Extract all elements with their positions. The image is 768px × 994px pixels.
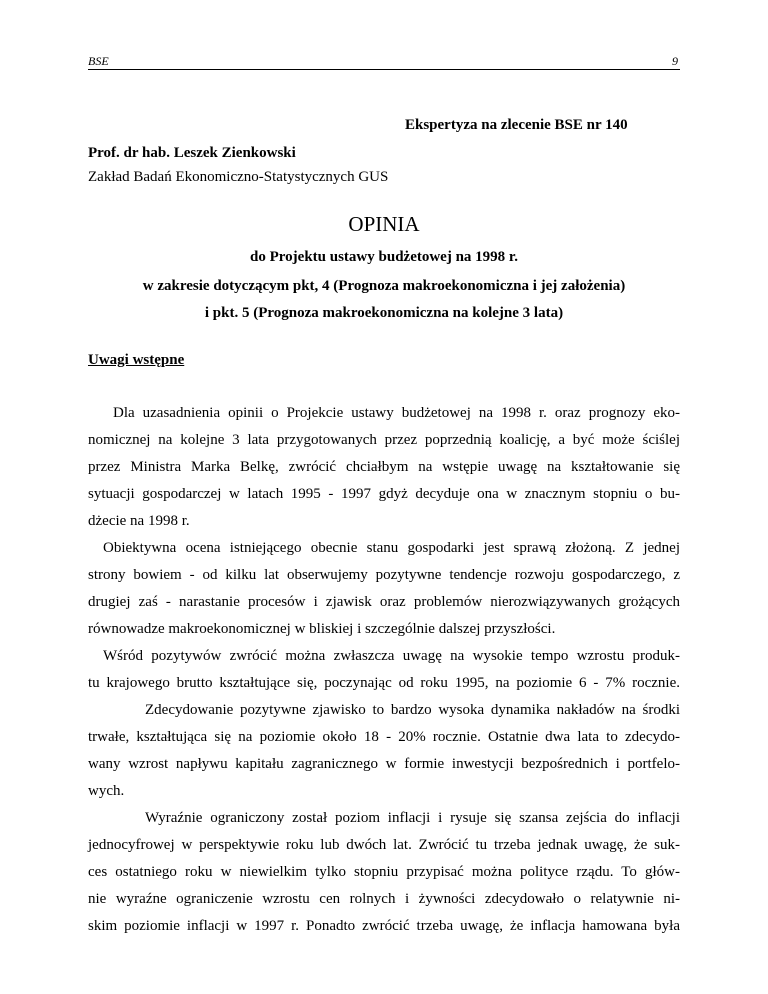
body-line: Obiektywna ocena istniejącego obecnie stanu gospodarki jest sprawą złożoną. Z jednej	[103, 540, 680, 556]
body-line: strony bowiem - od kilku lat obserwujemy pozytywne tendencje rozwoju gospodarczego, z	[88, 567, 680, 583]
header-rule	[88, 69, 680, 70]
body-line: Wyraźnie ograniczony został poziom inflacji i rysuje się szansa zejścia do inflacji	[145, 810, 680, 826]
commission-line: Ekspertyza na zlecenie BSE nr 140	[405, 117, 628, 133]
body-line: wany wzrost napływu kapitału zagranicznego w formie inwestycji bezpośrednich i portfelo-	[88, 756, 680, 772]
body-line: drugiej zaś - narastanie procesów i zjawisk oraz problemów nierozwiązywanych grożących	[88, 594, 680, 610]
body-line: trwałe, kształtująca się na poziomie około 18 - 20% rocznie. Ostatnie dwa lata to zdecydo-	[88, 729, 680, 745]
subtitle-line: i pkt. 5 (Prognoza makroekonomiczna na kolejne 3 lata)	[204, 305, 564, 321]
body-line: Zdecydowanie pozytywne zjawisko to bardzo wysoka dynamika nakładów na środki	[145, 702, 680, 718]
body-line: Wśród pozytywów zwrócić można zwłaszcza uwagę na wysokie tempo wzrostu produk-	[103, 648, 680, 664]
body-line: tu krajowego brutto kształtujące się, poczynając od roku 1995, na poziomie 6 - 7% rocznie.	[88, 675, 680, 691]
body-line: skim poziomie inflacji w 1997 r. Ponadto zwrócić trzeba uwagę, że inflacja hamowana była	[88, 918, 680, 934]
subtitle-line: w zakresie dotyczącym pkt, 4 (Prognoza makroekonomiczna i jej założenia)	[142, 278, 626, 294]
author-name: Prof. dr hab. Leszek Zienkowski	[88, 145, 296, 161]
page-number: 9	[672, 54, 678, 68]
section-heading: Uwagi wstępne	[88, 352, 185, 368]
body-line: wych.	[88, 783, 125, 799]
body-line: sytuacji gospodarczej w latach 1995 - 1997 gdyż decyduje ona w znacznym stopniu o bu-	[88, 486, 680, 502]
document-title: OPINIA	[348, 212, 420, 236]
author-affiliation: Zakład Badań Ekonomiczno-Statystycznych GUS	[88, 169, 389, 185]
body-line: nie wyraźne ograniczenie wzrostu cen rolnych i żywności zdecydowało o relatywnie ni-	[88, 891, 680, 907]
running-header: BSE	[88, 54, 109, 68]
body-line: przez Ministra Marka Belkę, zwrócić chciałbym na wstępie uwagę na kształtowanie się	[88, 459, 680, 475]
subtitle-line: do Projektu ustawy budżetowej na 1998 r.	[250, 249, 518, 265]
body-line: równowadze makroekonomicznej w bliskiej i szczególnie dalszej przyszłości.	[88, 621, 556, 637]
body-line: Dla uzasadnienia opinii o Projekcie ustawy budżetowej na 1998 r. oraz prognozy eko-	[113, 405, 680, 421]
body-line: dżecie na 1998 r.	[88, 513, 190, 529]
body-line: jednocyfrowej w perspektywie roku lub dwóch lat. Zwrócić tu trzeba jednak uwagę, że suk-	[88, 837, 680, 853]
body-line: nomicznej na kolejne 3 lata przygotowanych przez poprzednią koalicję, a być może ściślej	[88, 432, 680, 448]
body-line: ces ostatniego roku w niewielkim tylko stopniu przypisać można polityce rządu. To głów-	[88, 864, 680, 880]
